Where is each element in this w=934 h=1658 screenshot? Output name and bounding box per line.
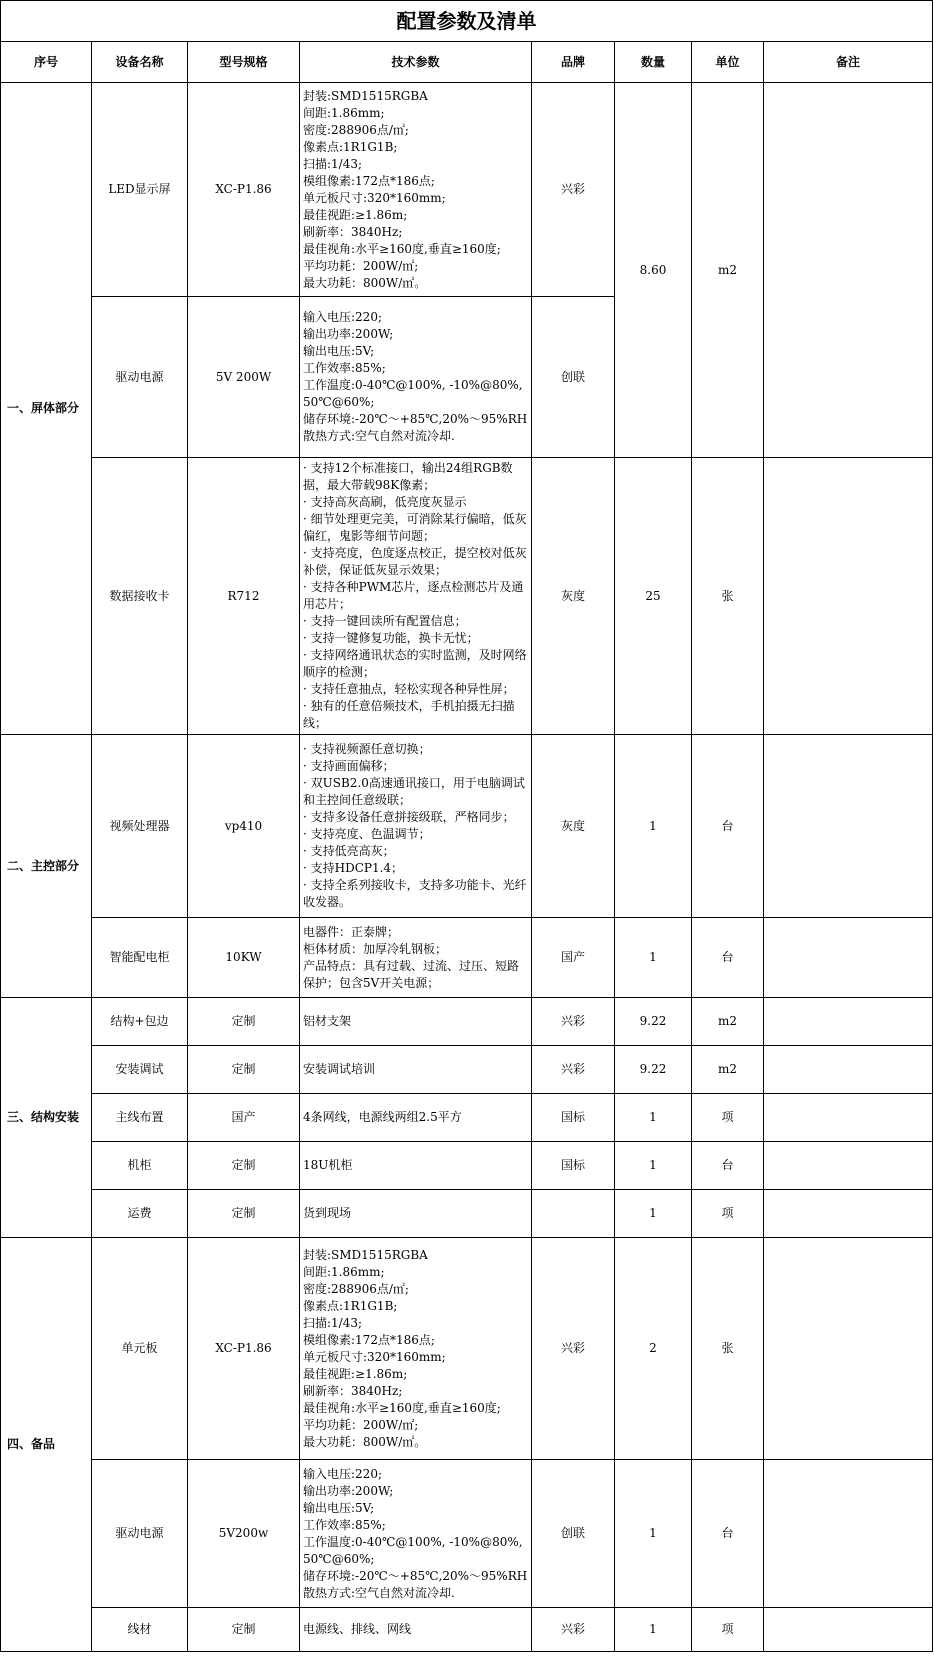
note-cell <box>764 83 933 458</box>
model-cell: XC-P1.86 <box>188 1238 300 1460</box>
unit-cell: 项 <box>692 1190 764 1238</box>
model-cell: 10KW <box>188 918 300 998</box>
model-cell: 5V 200W <box>188 297 300 458</box>
note-cell <box>764 1238 933 1460</box>
brand-cell: 国标 <box>532 1142 615 1190</box>
unit-cell: m2 <box>692 83 764 458</box>
model-cell: 国产 <box>188 1094 300 1142</box>
header-device: 设备名称 <box>92 42 188 83</box>
device-cell: 运费 <box>92 1190 188 1238</box>
note-cell <box>764 735 933 918</box>
table-row <box>1 998 933 1046</box>
params-cell: 输入电压:220; 输出功率:200W; 输出电压:5V; 工作效率:85%; 工作温度:0-40℃@100%, -10%@80%, 50℃@60%; 储存环境:-20℃～+85℃,20%～95%RH 散热方式:空气自然对流冷却. <box>300 1460 532 1608</box>
unit-cell: 台 <box>692 735 764 918</box>
page-title: 配置参数及清单 <box>1 1 933 42</box>
brand-cell: 灰度 <box>532 735 615 918</box>
table-row <box>1 1238 933 1460</box>
qty-cell: 25 <box>615 458 692 735</box>
device-cell: 主线布置 <box>92 1094 188 1142</box>
unit-cell: 项 <box>692 1608 764 1652</box>
unit-cell: 台 <box>692 918 764 998</box>
params-cell: 4条网线，电源线两组2.5平方 <box>300 1094 532 1142</box>
model-cell: 定制 <box>188 1046 300 1094</box>
qty-cell: 1 <box>615 1190 692 1238</box>
params-cell: 电源线、排线、网线 <box>300 1608 532 1652</box>
note-cell <box>764 458 933 735</box>
header-qty: 数量 <box>615 42 692 83</box>
note-cell <box>764 1608 933 1652</box>
unit-cell: 张 <box>692 458 764 735</box>
header-brand: 品牌 <box>532 42 615 83</box>
model-cell: 定制 <box>188 1190 300 1238</box>
section-label: 二、主控部分 <box>1 735 92 998</box>
qty-cell: 1 <box>615 1094 692 1142</box>
device-cell: 驱动电源 <box>92 297 188 458</box>
params-cell: 货到现场 <box>300 1190 532 1238</box>
note-cell <box>764 1460 933 1608</box>
table-row <box>1 1094 933 1142</box>
device-cell: 数据接收卡 <box>92 458 188 735</box>
device-cell: 安装调试 <box>92 1046 188 1094</box>
unit-cell: m2 <box>692 1046 764 1094</box>
qty-cell: 9.22 <box>615 1046 692 1094</box>
unit-cell: 张 <box>692 1238 764 1460</box>
device-cell: LED显示屏 <box>92 83 188 297</box>
device-cell: 驱动电源 <box>92 1460 188 1608</box>
qty-cell: 1 <box>615 918 692 998</box>
device-cell: 视频处理器 <box>92 735 188 918</box>
title-row <box>1 1 933 42</box>
model-cell: 定制 <box>188 1608 300 1652</box>
table-row <box>1 458 933 735</box>
params-cell: 铝材支架 <box>300 998 532 1046</box>
table-row <box>1 918 933 998</box>
device-cell: 机柜 <box>92 1142 188 1190</box>
note-cell <box>764 1046 933 1094</box>
brand-cell: 国产 <box>532 918 615 998</box>
brand-cell: 兴彩 <box>532 1608 615 1652</box>
brand-cell: 兴彩 <box>532 83 615 297</box>
params-cell: · 支持12个标准接口，输出24组RGB数据，最大带载98K像素； · 支持高灰高刷，低亮度灰显示 · 细节处理更完美，可消除某行偏暗，低灰偏红，鬼影等细节问题； · 支持亮度，色度逐点校正，提空校对低灰补偿，保证低灰显示效果； · 支持各种PWM芯片，逐点检测芯片及通用芯片； · 支持一键回读所有配置信息； · 支持一键修复功能，换卡无忧； · 支持网络通讯状态的实时监测，及时网络顺序的检测； · 支持任意抽点，轻松实现各种异性屏； · 独有的任意倍频技术，手机拍摄无扫描线； <box>300 458 532 735</box>
unit-cell: 台 <box>692 1142 764 1190</box>
device-cell: 智能配电柜 <box>92 918 188 998</box>
table-row <box>1 735 933 918</box>
params-cell: 电器件：正泰牌； 柜体材质：加厚冷轧钢板； 产品特点：具有过载、过流、过压、短路保护；包含5V开关电源； <box>300 918 532 998</box>
qty-cell: 1 <box>615 1460 692 1608</box>
header-row <box>1 42 933 83</box>
qty-cell: 8.60 <box>615 83 692 458</box>
table-row <box>1 1142 933 1190</box>
brand-cell: 灰度 <box>532 458 615 735</box>
model-cell: 定制 <box>188 998 300 1046</box>
brand-cell: 兴彩 <box>532 1238 615 1460</box>
section-label: 一、屏体部分 <box>1 83 92 735</box>
qty-cell: 2 <box>615 1238 692 1460</box>
brand-cell: 兴彩 <box>532 1046 615 1094</box>
note-cell <box>764 918 933 998</box>
table-row <box>1 1046 933 1094</box>
header-note: 备注 <box>764 42 933 83</box>
brand-cell: 兴彩 <box>532 998 615 1046</box>
table-row <box>1 1460 933 1608</box>
note-cell <box>764 998 933 1046</box>
model-cell: R712 <box>188 458 300 735</box>
header-index: 序号 <box>1 42 92 83</box>
brand-cell <box>532 1190 615 1238</box>
params-cell: 18U机柜 <box>300 1142 532 1190</box>
brand-cell: 国标 <box>532 1094 615 1142</box>
unit-cell: m2 <box>692 998 764 1046</box>
header-unit: 单位 <box>692 42 764 83</box>
table-row <box>1 1608 933 1652</box>
qty-cell: 1 <box>615 1608 692 1652</box>
section-label: 三、结构安装 <box>1 998 92 1238</box>
params-cell: 安装调试培训 <box>300 1046 532 1094</box>
model-cell: vp410 <box>188 735 300 918</box>
model-cell: 定制 <box>188 1142 300 1190</box>
params-cell: 封装:SMD1515RGBA 间距:1.86mm; 密度:288906点/㎡; 像素点:1R1G1B; 扫描:1/43; 模组像素:172点*186点; 单元板尺寸:320*160mm; 最佳视距:≥1.86m; 刷新率：3840Hz; 最佳视角:水平≥160度,垂直≥160度; 平均功耗：200W/㎡; 最大功耗：800W/㎡。 <box>300 1238 532 1460</box>
table-row <box>1 1190 933 1238</box>
qty-cell: 1 <box>615 1142 692 1190</box>
section-label: 四、备品 <box>1 1238 92 1652</box>
brand-cell: 创联 <box>532 1460 615 1608</box>
model-cell: 5V200w <box>188 1460 300 1608</box>
note-cell <box>764 1094 933 1142</box>
unit-cell: 台 <box>692 1460 764 1608</box>
params-cell: 输入电压:220; 输出功率:200W; 输出电压:5V; 工作效率:85%; 工作温度:0-40℃@100%, -10%@80%, 50℃@60%; 储存环境:-20℃～+85℃,20%～95%RH 散热方式:空气自然对流冷却. <box>300 297 532 458</box>
model-cell: XC-P1.86 <box>188 83 300 297</box>
header-model: 型号规格 <box>188 42 300 83</box>
qty-cell: 9.22 <box>615 998 692 1046</box>
device-cell: 结构+包边 <box>92 998 188 1046</box>
header-params: 技术参数 <box>300 42 532 83</box>
table-row <box>1 83 933 297</box>
device-cell: 单元板 <box>92 1238 188 1460</box>
params-cell: 封装:SMD1515RGBA 间距:1.86mm; 密度:288906点/㎡; 像素点:1R1G1B; 扫描:1/43; 模组像素:172点*186点; 单元板尺寸:320*160mm; 最佳视距:≥1.86m; 刷新率：3840Hz; 最佳视角:水平≥160度,垂直≥160度; 平均功耗：200W/㎡; 最大功耗：800W/㎡。 <box>300 83 532 297</box>
note-cell <box>764 1142 933 1190</box>
brand-cell: 创联 <box>532 297 615 458</box>
device-cell: 线材 <box>92 1608 188 1652</box>
note-cell <box>764 1190 933 1238</box>
unit-cell: 项 <box>692 1094 764 1142</box>
qty-cell: 1 <box>615 735 692 918</box>
params-cell: · 支持视频源任意切换； · 支持画面偏移； · 双USB2.0高速通讯接口，用于电脑调试和主控间任意级联； · 支持多设备任意拼接级联，严格同步； · 支持亮度、色温调节； · 支持低亮高灰； · 支持HDCP1.4； · 支持全系列接收卡，支持多功能卡、光纤收发器。 <box>300 735 532 918</box>
